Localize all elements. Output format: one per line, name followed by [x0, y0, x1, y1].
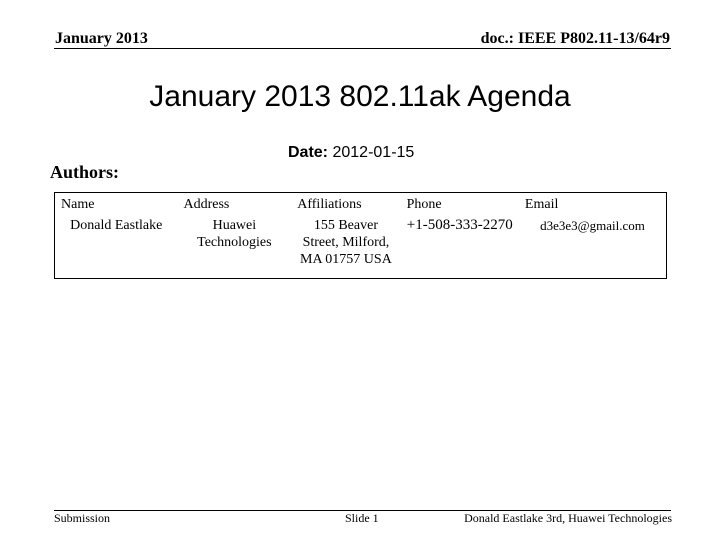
date-line — [288, 143, 414, 163]
authors-table — [54, 192, 667, 279]
date-value: 2012-01-15 — [332, 144, 415, 161]
author-affiliation-line: 155 Beaver — [313, 218, 378, 233]
author-email[interactable]: d3e3e3@gmail.com — [540, 218, 645, 233]
author-affiliation-line: Street, Milford, — [302, 235, 390, 250]
column-header-email: Email — [524, 197, 559, 212]
header-doc-id: doc.: IEEE P802.11-13/64r9 — [480, 30, 670, 47]
column-header-affiliations: Affiliations — [297, 197, 362, 212]
author-affiliation — [291, 217, 400, 279]
author-address-line: Technologies — [197, 235, 272, 250]
column-header-phone: Phone — [406, 197, 442, 212]
column-header-address: Address — [183, 197, 230, 212]
date-label: Date: — [288, 144, 329, 161]
footer-slide-number: Slide 1 — [345, 511, 379, 525]
author-phone: +1-508-333-2270 — [406, 217, 513, 233]
author-address — [177, 217, 291, 279]
column-header-name: Name — [61, 197, 95, 212]
table-header-row — [55, 193, 667, 218]
author-affiliation-line: MA 01757 USA — [300, 252, 392, 267]
footer-author: Donald Eastlake 3rd, Huawei Technologies — [464, 511, 672, 525]
table-row — [55, 217, 667, 279]
author-name: Donald Eastlake — [70, 218, 163, 233]
header-date: January 2013 — [55, 30, 148, 47]
slide-title: January 2013 802.11ak Agenda — [149, 80, 571, 113]
author-address-line: Huawei — [212, 218, 257, 233]
footer-submission: Submission — [54, 511, 111, 525]
authors-heading: Authors: — [50, 162, 120, 182]
header-divider — [54, 48, 671, 49]
